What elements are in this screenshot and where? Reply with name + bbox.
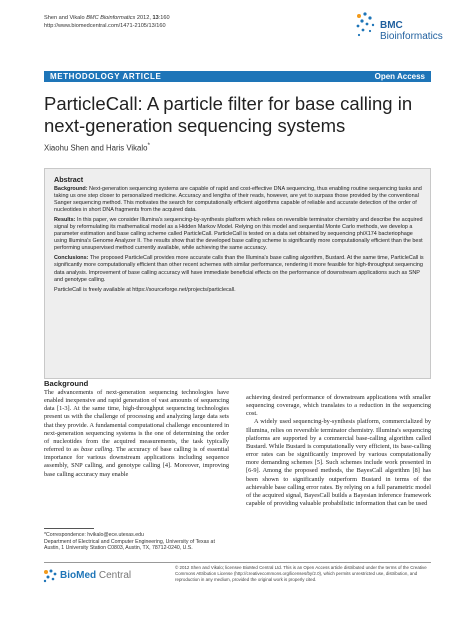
logo-bmc-text: BMC [380, 20, 403, 31]
affiliation-line: Department of Electrical and Computer Engineering, University of Texas at Austin, 1 University Station C0803, Austin, TX, 78712-0240, U.S. [44, 538, 215, 552]
abstract-body [54, 186, 424, 297]
corresponding-mark: * [147, 142, 150, 149]
header-authors: Shen and Vikalo [44, 15, 85, 21]
publisher-name-a: BioMed [60, 570, 97, 581]
biomed-dots-icon [42, 568, 58, 584]
citation-header [44, 14, 294, 30]
publisher-logo [42, 568, 134, 584]
header-article-no: :160 [158, 15, 170, 21]
article-type-bar [44, 71, 431, 82]
header-url[interactable]: http://www.biomedcentral.com/1471-2105/13/160 [44, 23, 166, 29]
publisher-name [60, 570, 131, 582]
results-text: In this paper, we consider Illumina's sequencing-by-synthesis platform which relies on reversible terminator chemistry and describe the acquired signal by reformulating its mathematical model as a Hidden Markov Model. Relying on this model and sequential Monte Carlo methods, we develop a parameter estimation and base calling scheme called ParticleCall. ParticleCall is tested on a data set obtained by sequencing phiX174 bacteriophage using Illumina's Genome Analyzer II. The results show that the developed base calling scheme is significantly more computationally efficient than the best performing unsupervised method currently available, while achieving the same accuracy. [54, 217, 423, 252]
body-paragraph-continued: achieving desired performance of downstream applications with smaller sequencing coverage, which translates to a reduction in the sequencing cost. [246, 394, 431, 418]
header-volume: 13 [152, 15, 159, 21]
background-label: Background: [54, 186, 88, 192]
body-text-1-end: . The accuracy of base calling is of essential importance for various downstream applications including sequence assembly, SNP calling, and genotype calling [4]. Moreover, improving base calling accuracy may enable [44, 446, 229, 478]
background-text: Next-generation sequencing systems are capable of rapid and cost-effective DNA sequencing, thus enabling routine sequencing tasks and taking us one step closer to personalized medicine. Accuracy and lengths of their reads, however, are yet to surpass those provided by the conventional Sanger sequencing method. This motivates the search for computationally efficient algorithms capable of reliable and accurate detection of the order of nucleotides in short DNA fragments from the acquired data. [54, 186, 422, 214]
abstract-results [54, 217, 424, 252]
results-label: Results: [54, 217, 76, 224]
journal-logo [354, 10, 443, 52]
abstract-conclusions [54, 255, 424, 283]
body-paragraph [44, 389, 229, 479]
body-text-1: The advancements of next-generation sequencing technologies have enabled inexpensive and rapid generation of vast amounts of sequencing data [1-3]. At the same time, high-throughput sequencing technologies present us with the challenge of processing and analyzing large data sets that they provide. A fundamental computational challenge encountered in next-generation sequencing systems is the one of determining the order of nucleotides from the acquired measurements, the task typically referred to as [44, 389, 229, 454]
abstract-box [44, 168, 431, 379]
conclusions-label: Conclusions: [54, 255, 89, 262]
license-text: © 2012 Shen and Vikalo; licensee BioMed Central Ltd. This is an Open Access article distributed under the terms of the Creative Commons Attribution License (http://creativecommons.org/licenses/by/2.0), which permits unrestricted use, distribution, and reproduction in any medium, provided the original work is properly cited. [175, 565, 427, 583]
correspondence-line: *Correspondence: hvikalo@ece.utexas.edu [44, 532, 144, 538]
article-type-label: METHODOLOGY ARTICLE [50, 72, 162, 81]
body-left-column [44, 379, 229, 479]
bmc-dots-icon [354, 10, 380, 44]
open-access-badge: Open Access [374, 72, 425, 81]
section-heading: Background [44, 379, 89, 388]
body-italic-term: base calling [80, 446, 113, 454]
conclusions-text: The proposed ParticleCall provides more accurate calls than the Illumina's base calling algorithm, Bustard. At the same time, ParticleCall is significantly more computationally efficient than other recent schemes with similar performance, rendering it more feasible for high-throughput sequencing data analysis. Improvement of base calling accuracy will have immediate beneficial effects on the performance of downstream applications such as SNP and genotype calling. [54, 255, 424, 283]
author-names: Xiaohu Shen and Haris Vikalo [44, 143, 148, 153]
body-right-column [246, 394, 431, 508]
abstract-heading: Abstract [54, 175, 84, 184]
article-title: ParticleCall: A particle filter for base calling in next-generation sequencing systems [44, 93, 413, 136]
footer-divider [44, 562, 431, 563]
header-journal: BMC Bioinformatics [86, 15, 136, 21]
footnote-rule [44, 528, 94, 529]
header-year: 2012, [136, 15, 153, 21]
logo-journal-text: Bioinformatics [380, 31, 443, 42]
abstract-background [54, 186, 424, 214]
footnote [44, 532, 229, 552]
publisher-name-b: Central [96, 570, 132, 581]
author-list [44, 142, 150, 153]
abstract-availability: ParticleCall is freely available at https://sourceforge.net/projects/particlecall. [54, 286, 236, 293]
body-paragraph-2: A widely used sequencing-by-synthesis platform, commercialized by Illumina, relies on reversible terminator chemistry. Illumina's sequencing platforms are supported by a commercial base-calling algorithm called Bustard. While Bustard is computationally very efficient, its base-calling error rates can be significantly improved by various computationally more demanding schemes [5]. Such schemes include work presented in [6-9]. Among the proposed methods, the BayesCall algorithm [8] has been shown to significantly outperform Bustard in terms of the achievable base calling error rates. By relying on a full parametric model of the acquired signal, BayesCall builds a Bayesian inference framework capable of providing valuable probabilistic information that can be used [246, 418, 431, 508]
